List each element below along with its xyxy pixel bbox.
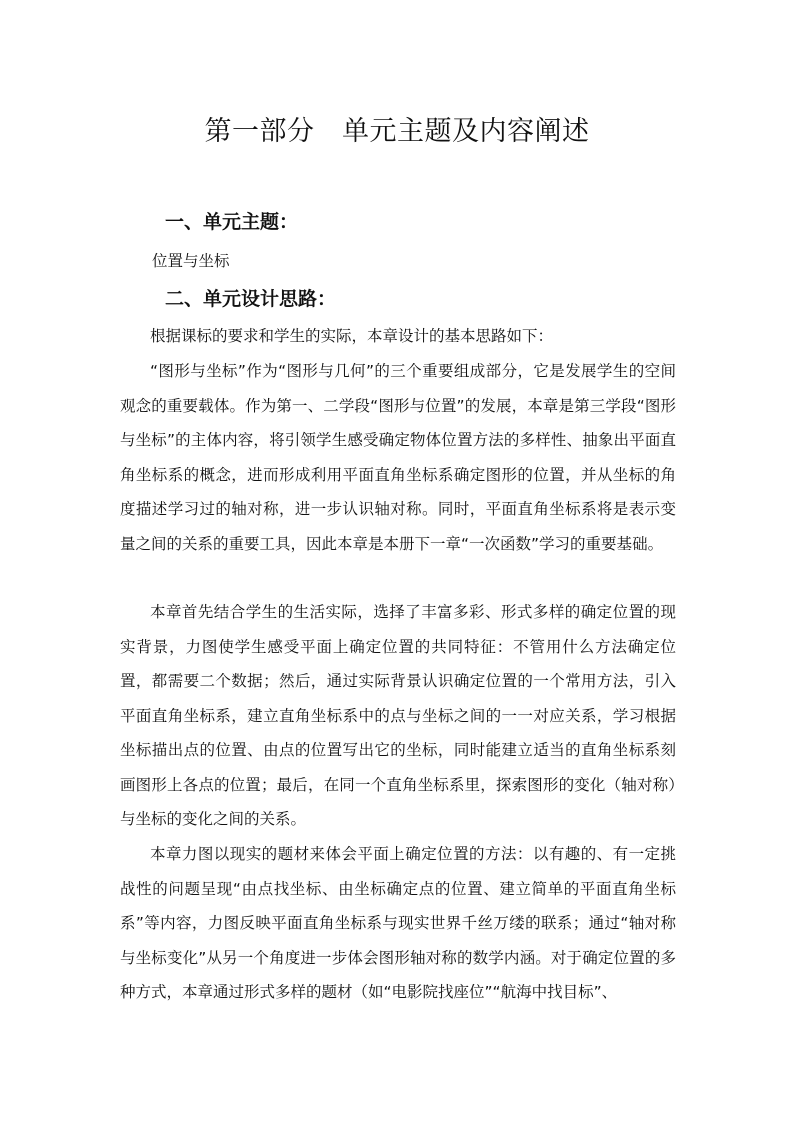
page-title: 第一部分 单元主题及内容阐述 [204, 116, 590, 147]
paragraph-3: 本章力图以现实的题材来体会平面上确定位置的方法：以有趣的、有一定挑战性的问题呈现“由点找坐标、由坐标确定点的位置、建立简单的平面直角坐标系”等内容，力图反映平面直角坐标系与现实世界千丝万缕的联系；通过“轴对称与坐标变化”从另一个角度进一步体会图形轴对称的数学内涵。对于确定位置的多种方式，本章通过形式多样的题材（如“电影院找座位”“航海中找目标”、 [120, 845, 676, 1001]
paragraph-1: “图形与坐标”作为“图形与几何”的三个重要组成部分，它是发展学生的空间观念的重要载体。作为第一、二学段“图形与位置”的发展，本章是第三学段“图形与坐标”的主体内容，将引领学生感受确定物体位置方法的多样性、抽象出平面直角坐标系的概念，进而形成利用平面直角坐标系确定图形的位置，并从坐标的角度描述学习过的轴对称，进一步认识轴对称。同时，平面直角坐标系将是表示变量之间的关系的重要工具，因此本章是本册下一章“一次函数”学习的重要基础。 [120, 362, 676, 553]
unit-theme-text: 位置与坐标 [152, 252, 230, 270]
section-heading-design-approach: 二、单元设计思路： [165, 288, 337, 310]
section-heading-unit-theme: 一、单元主题： [165, 211, 299, 233]
design-approach-intro: 根据课标的要求和学生的实际，本章设计的基本思路如下： [150, 327, 554, 345]
paragraph-2: 本章首先结合学生的生活实际，选择了丰富多彩、形式多样的确定位置的现实背景，力图使学生感受平面上确定位置的共同特征：不管用什么方法确定位置，都需要二个数据；然后，通过实际背景认识确定位置的一个常用方法，引入平面直角坐标系，建立直角坐标系中的点与坐标之间的一一对应关系，学习根据坐标描出点的位置、由点的位置写出它的坐标，同时能建立适当的直角坐标系刻画图形上各点的位置；最后，在同一个直角坐标系里，探索图形的变化（轴对称）与坐标的变化之间的关系。 [120, 603, 676, 828]
